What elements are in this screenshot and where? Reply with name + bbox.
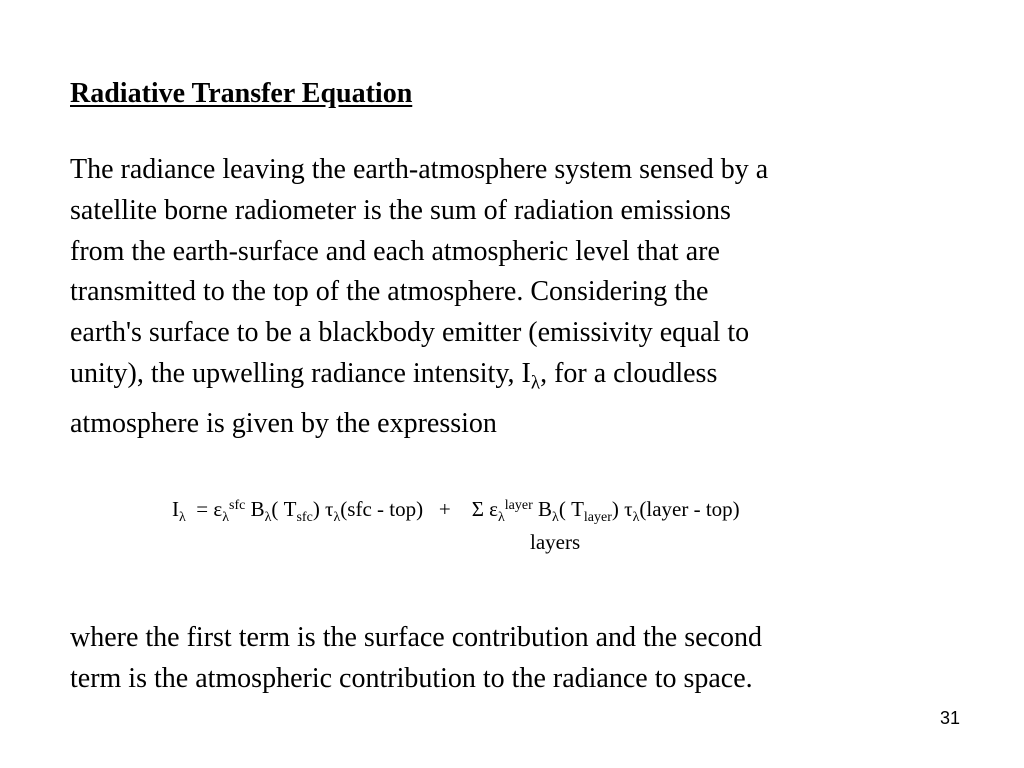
outro-paragraph — [70, 618, 970, 700]
eq-lambda-sub-3: λ — [264, 510, 272, 525]
eq-radiance-symbol: I — [172, 497, 179, 521]
eq-layer-sub: layer — [583, 510, 612, 525]
intro-paragraph — [70, 150, 970, 445]
intro-line-4: transmitted to the top of the atmosphere. Considering the — [70, 276, 709, 308]
outro-line-1: where the first term is the surface contribution and the second — [70, 622, 762, 653]
eq-sfc-sub: sfc — [296, 510, 313, 525]
eq-sfc-top: (sfc - top) — [340, 497, 424, 521]
intro-line-3: from the earth-surface and each atmospheric level that are — [70, 235, 720, 267]
eq-lambda-sub-2: λ — [222, 510, 230, 525]
eq-close-tau-1: ) τ — [312, 497, 334, 521]
eq-lambda-sub-6: λ — [552, 510, 559, 525]
eq-close-tau-2: ) τ — [611, 497, 633, 521]
eq-summation-label: layers — [530, 530, 581, 554]
outro-line-2: term is the atmospheric contribution to the radiance to space. — [70, 662, 753, 694]
eq-equals-epsilon: = ε — [196, 497, 223, 521]
eq-planck-b-2: B — [532, 497, 553, 521]
radiative-transfer-equation — [172, 497, 740, 525]
intro-line-5: earth's surface to be a blackbody emitter (emissivity equal to — [70, 317, 750, 349]
intro-line-6-start: unity), the upwelling radiance intensity, I — [70, 357, 531, 389]
eq-open-t-2: ( T — [558, 497, 584, 521]
lambda-subscript: λ — [530, 372, 541, 394]
intro-line-7: atmosphere is given by the expression — [70, 408, 497, 440]
page-number: 31 — [940, 708, 961, 728]
eq-lambda-sub-5: λ — [498, 510, 505, 525]
eq-lambda-sub-4: λ — [333, 510, 341, 525]
intro-line-2: satellite borne radiometer is the sum of radiation emissions — [70, 194, 731, 226]
intro-line-1: The radiance leaving the earth-atmosphere system sensed by a — [70, 154, 769, 185]
eq-lambda-sub-7: λ — [632, 510, 640, 525]
eq-open-t-1: ( T — [271, 497, 297, 521]
slide-title: Radiative Transfer Equation — [70, 78, 413, 109]
eq-sfc-sup: sfc — [229, 498, 246, 513]
eq-lambda-sub-1: λ — [179, 510, 186, 525]
intro-line-6-end: , for a cloudless — [540, 357, 718, 389]
eq-layer-sup: layer — [504, 498, 533, 513]
intro-line-6 — [70, 357, 718, 394]
eq-planck-b-1: B — [245, 497, 265, 521]
eq-layer-top: (layer - top) — [639, 497, 740, 521]
eq-plus-sigma-epsilon: + Σ ε — [438, 497, 498, 521]
